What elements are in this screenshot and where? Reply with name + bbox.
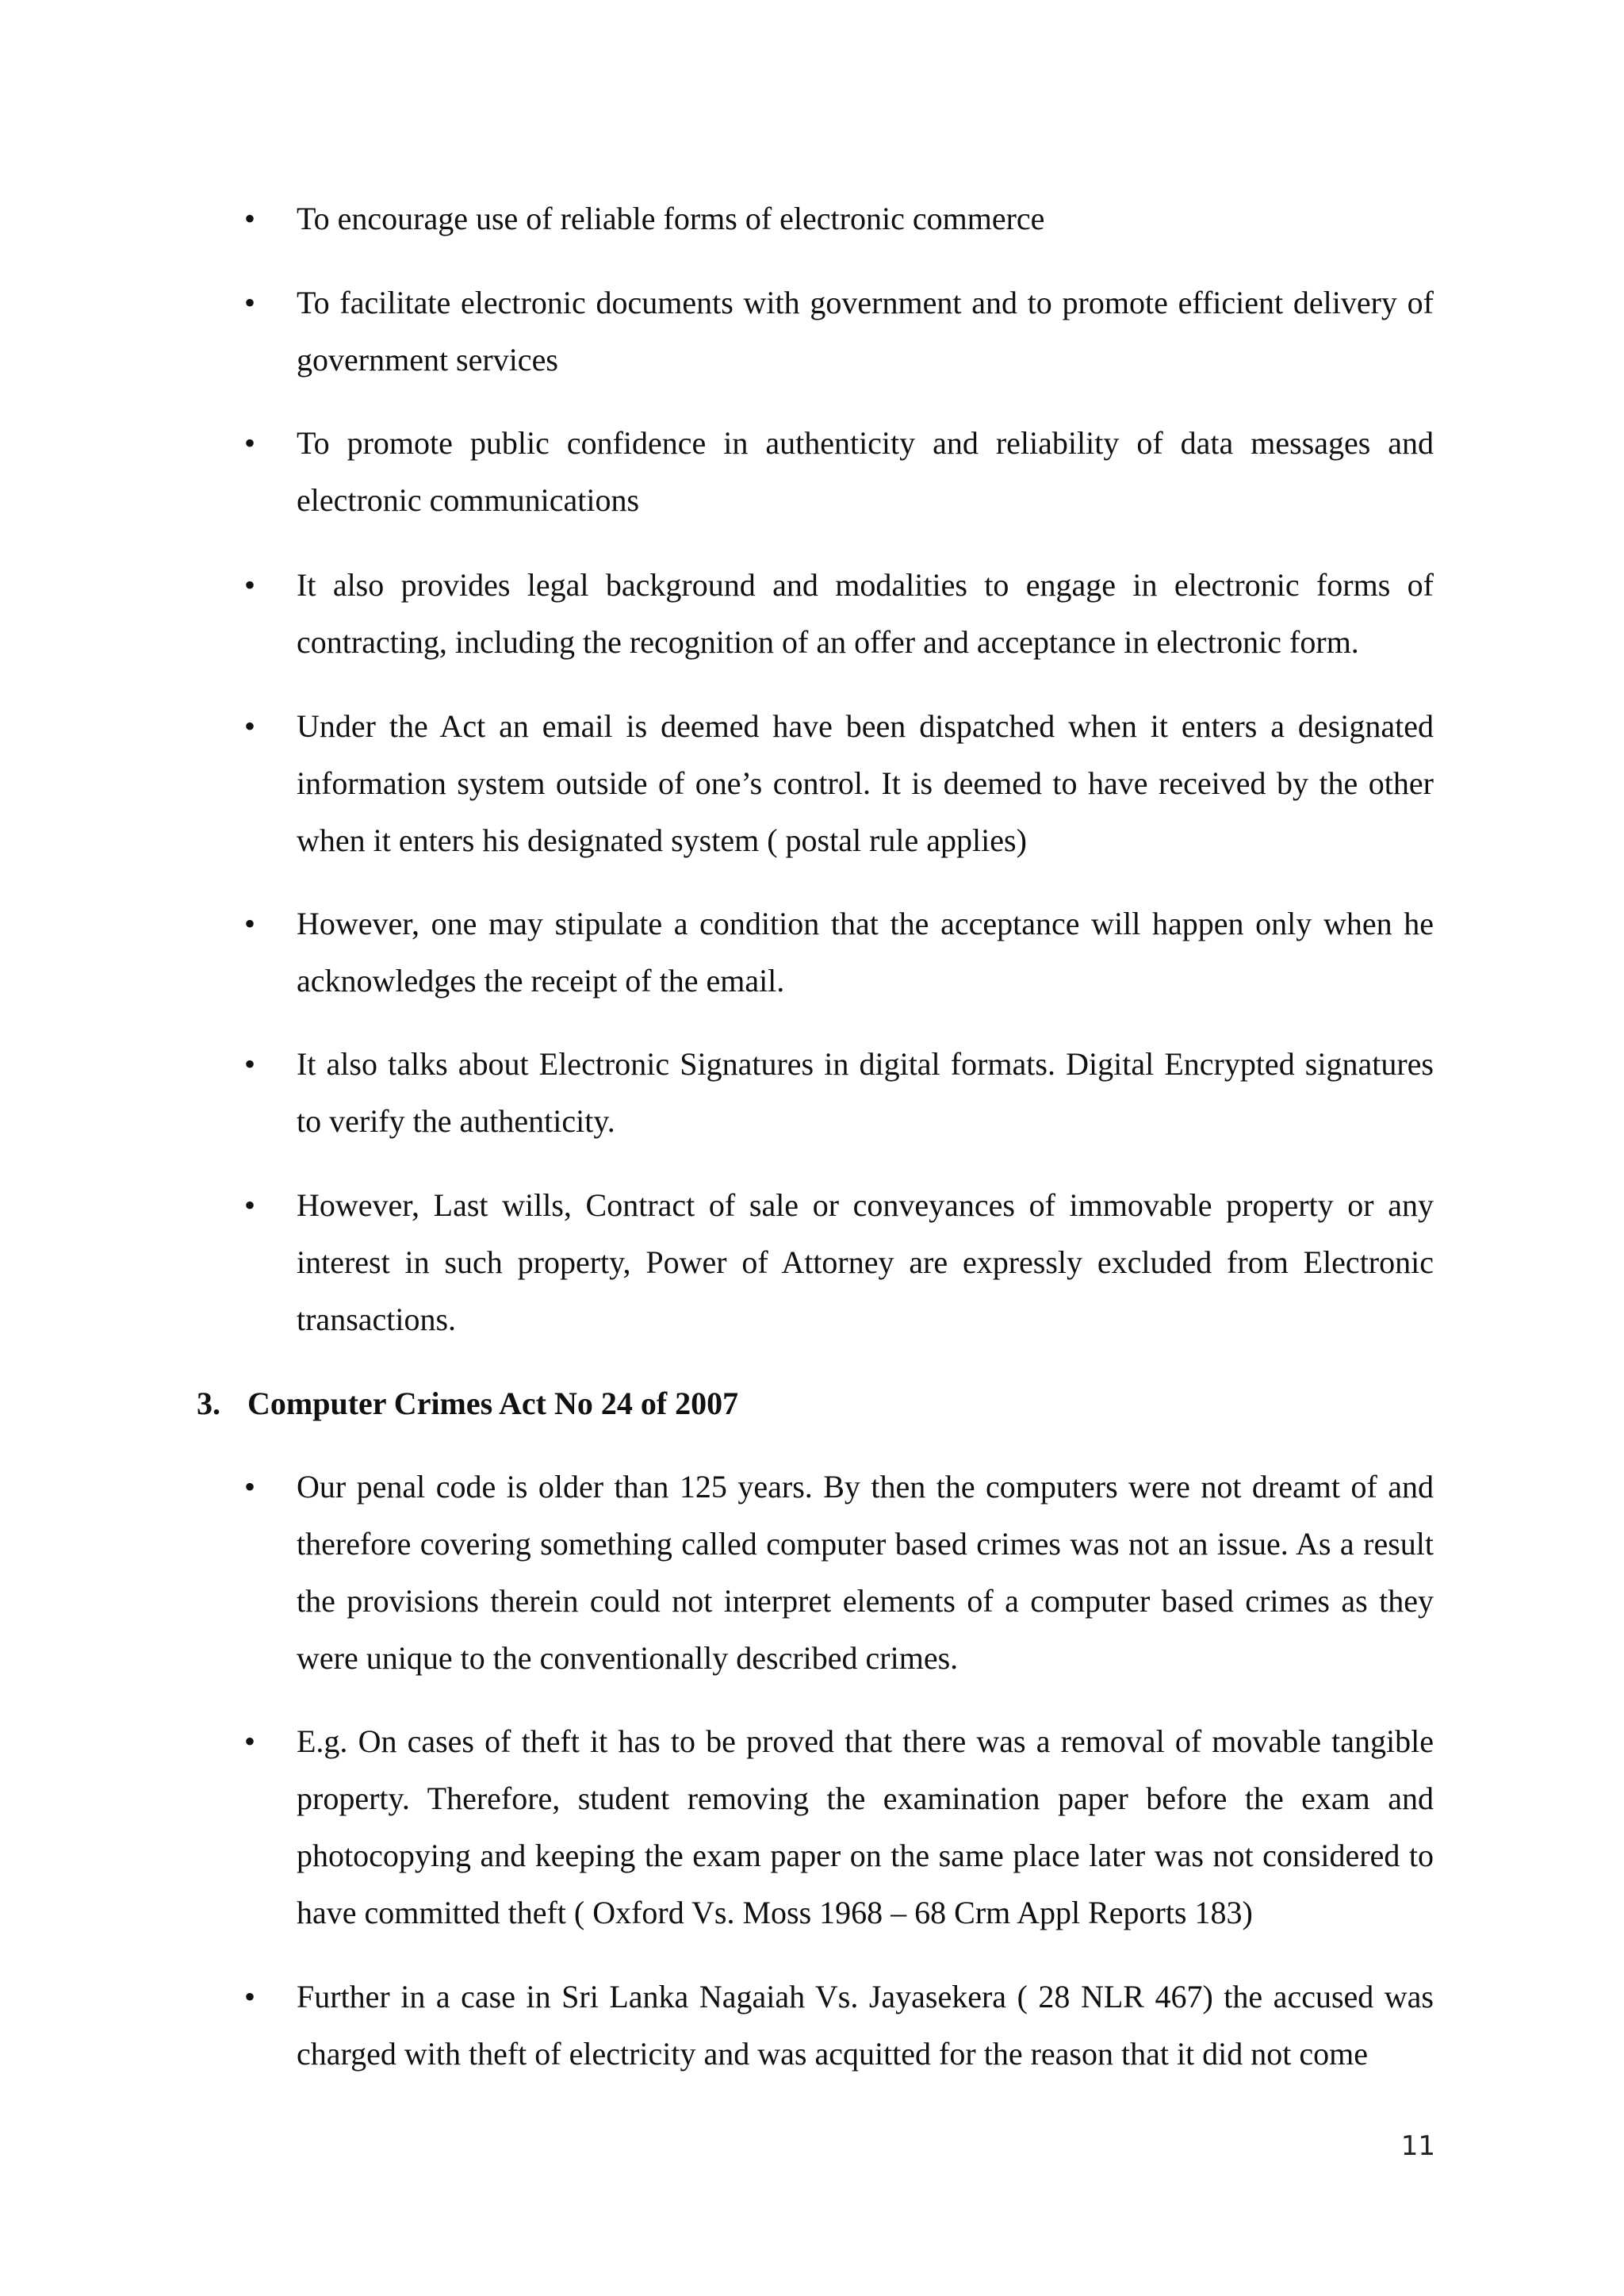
- list-item-text: E.g. On cases of theft it has to be proved that there was a removal of movable tangible property. Therefore, student removing the examination paper before the exam and photocopying and keeping the exam paper on the same place later was not considered to have committed theft ( Oxford Vs. Moss 1968 – 68 Crm Appl Reports 183): [297, 1723, 1434, 1930]
- bullet-icon: •: [244, 1723, 256, 1759]
- bullet-icon: •: [244, 285, 256, 320]
- section-title: Computer Crimes Act No 24 of 2007: [247, 1386, 739, 1421]
- list-item-text: Further in a case in Sri Lanka Nagaiah Vs. Jayasekera ( 28 NLR 467) the accused was charged with theft of electricity and was acquitted for the reason that it did not come: [297, 1979, 1434, 2072]
- bullet-icon: •: [244, 1046, 256, 1082]
- list-item-text: To promote public confidence in authenticity and reliability of data messages and electronic communications: [297, 425, 1434, 518]
- bullet-icon: •: [244, 708, 256, 744]
- page-number: 11: [1400, 2130, 1435, 2162]
- list-item-text: It also talks about Electronic Signatures in digital formats. Digital Encrypted signatures to verify the authenticity.: [297, 1046, 1434, 1139]
- bullet-icon: •: [244, 1187, 256, 1223]
- bullet-icon: •: [244, 567, 256, 603]
- bullet-icon: •: [244, 1469, 256, 1504]
- section-number: 3.: [197, 1386, 220, 1421]
- list-item-text: Our penal code is older than 125 years. By then the computers were not dreamt of and therefore covering something called computer based crimes was not an issue. As a result the provisions therein could not interpret elements of a computer based crimes as they were unique to the conventionally described crimes.: [297, 1469, 1434, 1676]
- section-heading: [197, 1375, 1434, 1432]
- bullet-icon: •: [244, 201, 256, 236]
- list-item-text: However, Last wills, Contract of sale or conveyances of immovable property or any interest in such property, Power of Attorney are expressly excluded from Electronic transactions.: [297, 1187, 1434, 1337]
- bullet-icon: •: [244, 425, 256, 461]
- list-item-text: To encourage use of reliable forms of electronic commerce: [297, 201, 1045, 236]
- list-item-text: Under the Act an email is deemed have been dispatched when it enters a designated information system outside of one’s control. It is deemed to have received by the other when it enters his designated system ( postal rule applies): [297, 708, 1434, 858]
- list-item-text: It also provides legal background and modalities to engage in electronic forms of contracting, including the recognition of an offer and acceptance in electronic form.: [297, 567, 1434, 660]
- bullet-icon: •: [244, 1979, 256, 2014]
- bullet-icon: •: [244, 906, 256, 941]
- list-item-text: However, one may stipulate a condition that the acceptance will happen only when he acknowledges the receipt of the email.: [297, 906, 1434, 999]
- list-item-text: To facilitate electronic documents with government and to promote efficient delivery of government services: [297, 285, 1434, 378]
